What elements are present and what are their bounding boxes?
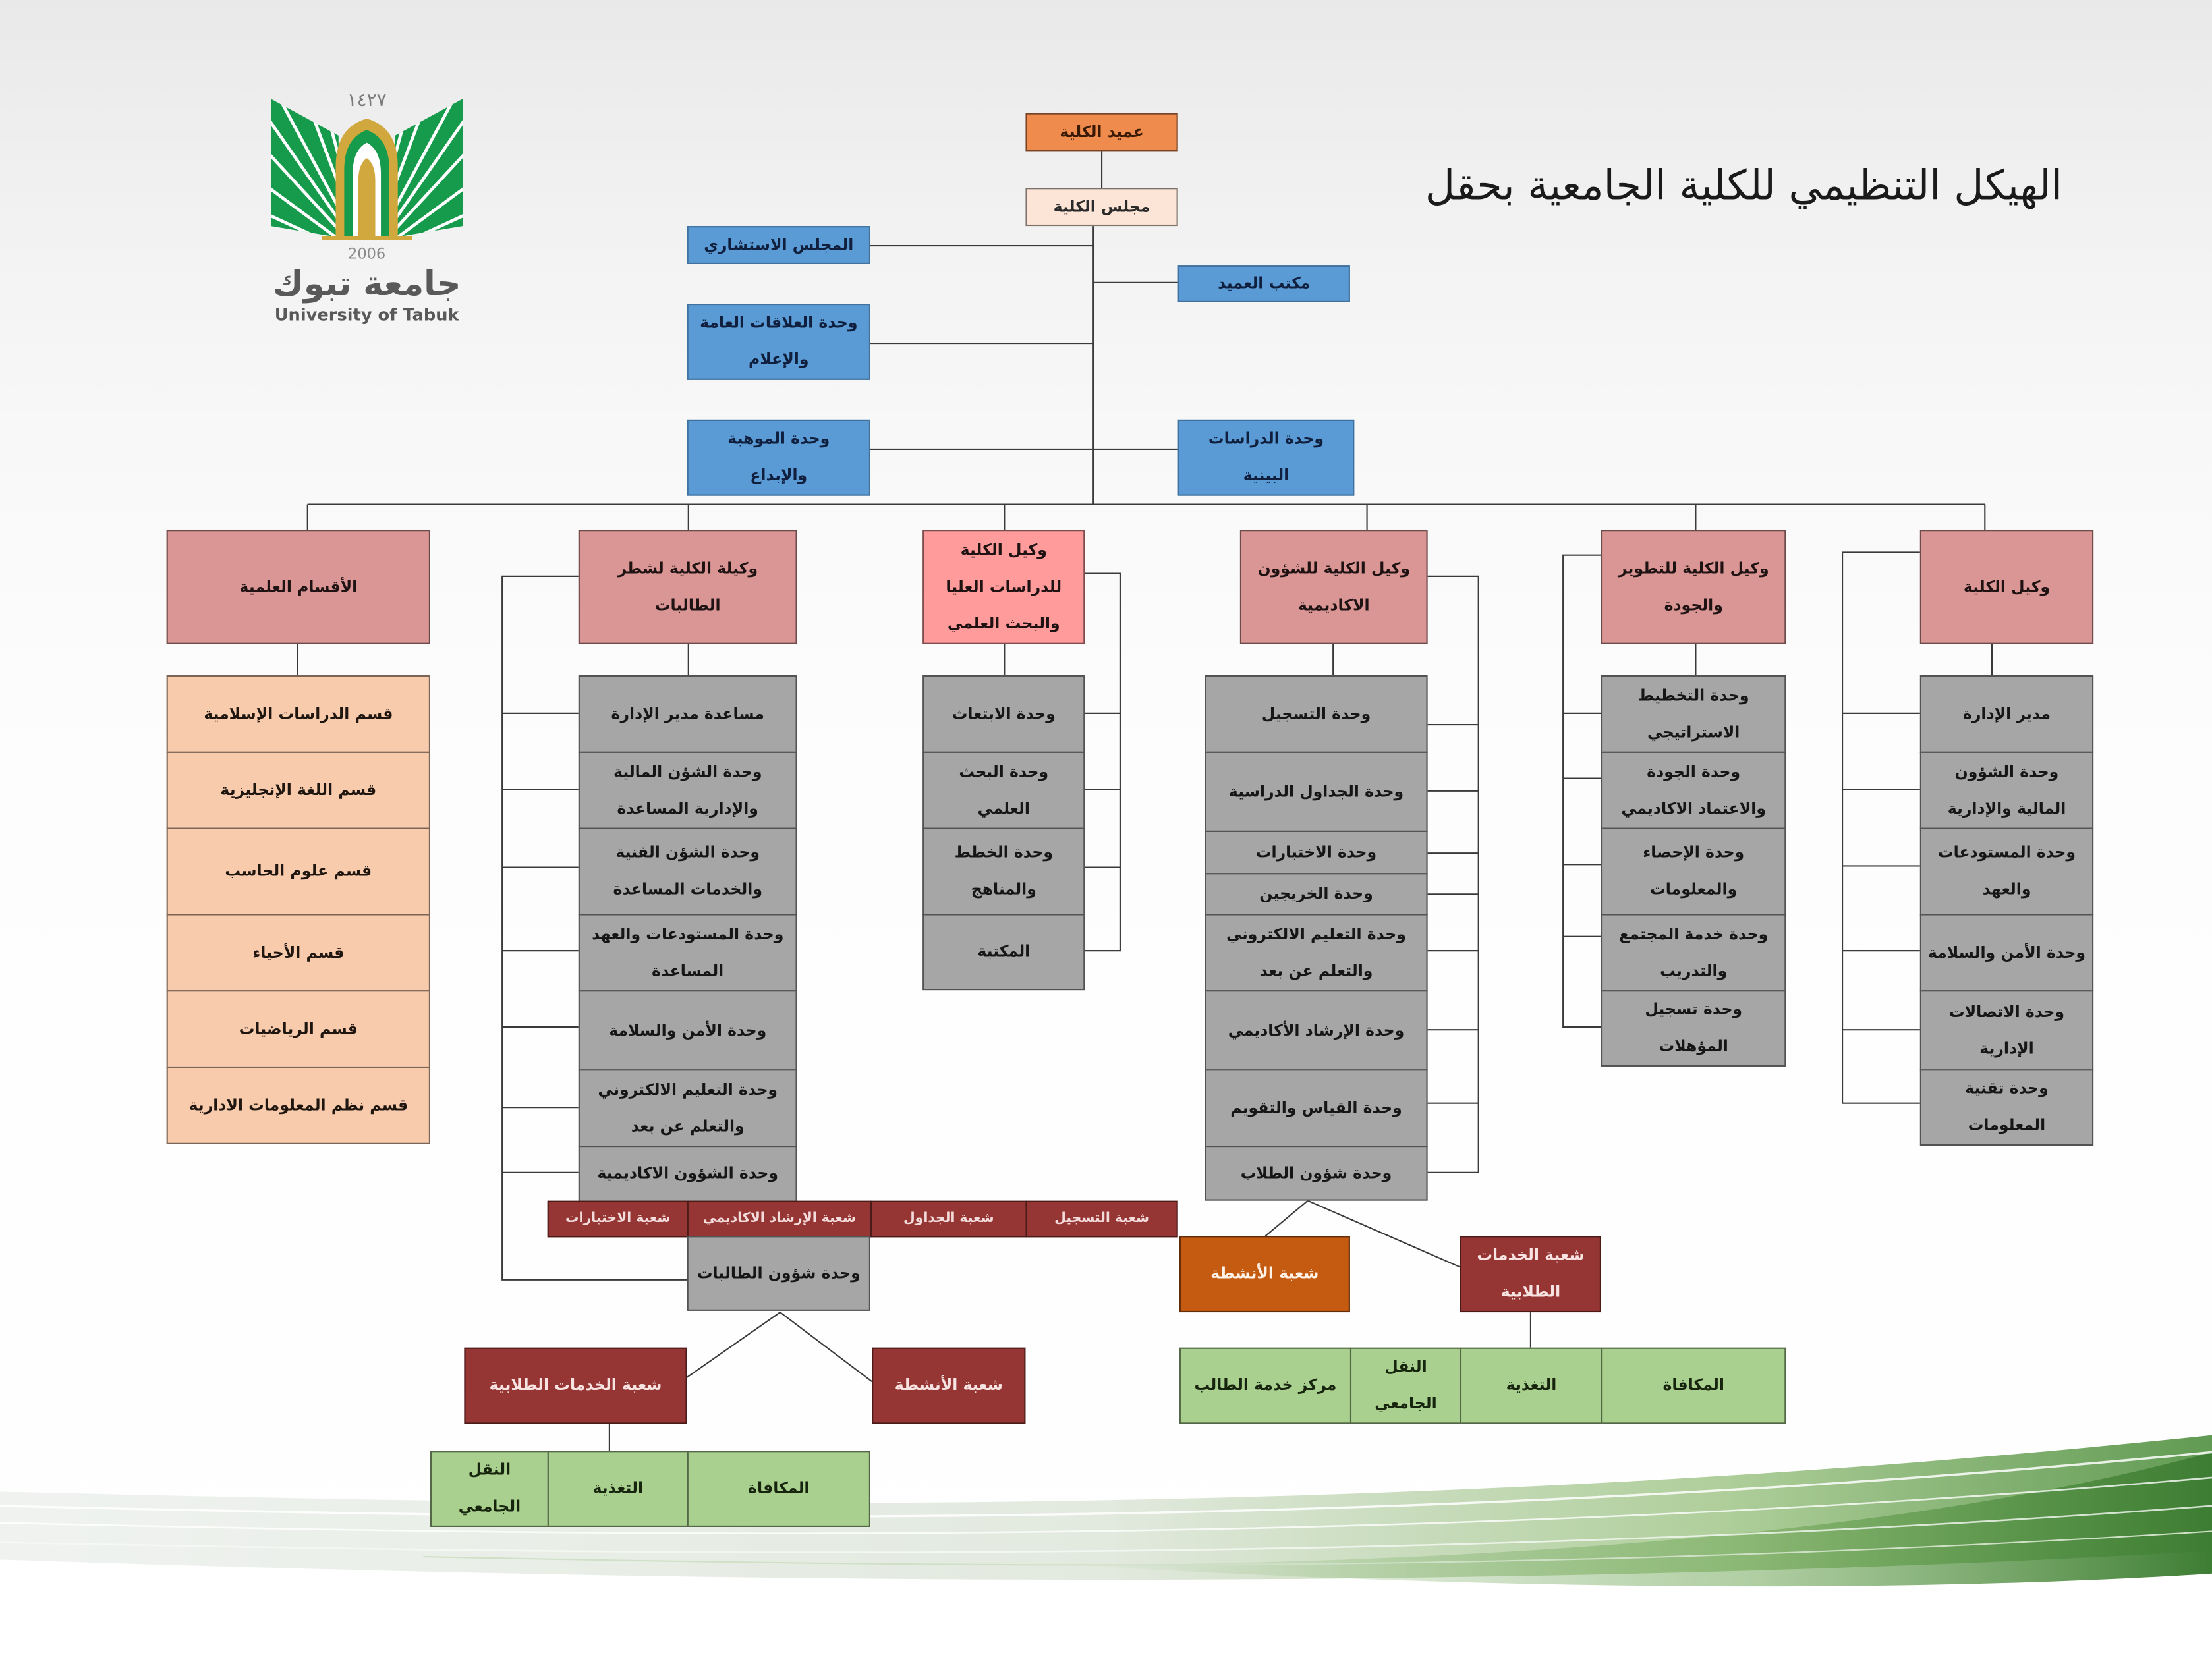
academic-bracket (1428, 576, 1479, 1173)
college-deputy-head: وكيل الكلية (1920, 530, 2093, 644)
academic-service-student-center: مركز خدمة الطالب (1179, 1348, 1351, 1424)
female-branch-unit: وحدة الأمن والسلامة (579, 990, 797, 1070)
female-branch-unit: وحدة الشؤون الاكاديمية (579, 1146, 797, 1202)
department-item: قسم نظم المعلومات الادارية (167, 1067, 430, 1144)
female-activities-division: شعبة الأنشطة (872, 1348, 1025, 1424)
development-unit: وحدة الجودة والاعتماد الاكاديمي (1601, 752, 1786, 829)
advisory-council-box: المجلس الاستشاري (687, 226, 870, 264)
academic-service-reward: المكافاة (1601, 1348, 1786, 1424)
college-council-box: مجلس الكلية (1025, 188, 1177, 226)
female-service-catering: التغذية (548, 1451, 689, 1527)
academic-unit: وحدة التسجيل (1205, 675, 1427, 753)
deputies-bar (308, 505, 1985, 530)
academic-unit: وحدة الجداول الدراسية (1205, 752, 1427, 832)
academic-unit: وحدة الاختبارات (1205, 831, 1427, 874)
graduate-studies-head: وكيل الكلية للدراسات العليا والبحث العلمي (922, 530, 1085, 644)
development-unit: وحدة خدمة المجتمع والتدريب (1601, 914, 1786, 991)
academic-unit: وحدة الإرشاد الأكاديمي (1205, 990, 1427, 1070)
department-item: قسم اللغة الإنجليزية (167, 752, 430, 829)
college-deputy-bracket (1842, 552, 1920, 1103)
university-logo (265, 79, 468, 331)
department-item: قسم علوم الحاسب (167, 828, 430, 916)
development-bracket (1563, 555, 1601, 1027)
female-branch-unit: مساعدة مدير الإدارة (579, 675, 797, 753)
female-branch-unit: وحدة التعليم الالكتروني والتعلم عن بعد (579, 1069, 797, 1147)
development-unit: وحدة الإحصاء والمعلومات (1601, 828, 1786, 916)
development-unit: وحدة تسجيل المؤهلات (1601, 990, 1786, 1067)
development-unit: وحدة التخطيط الاستراتيجي (1601, 675, 1786, 753)
academic-activities-division: شعبة الأنشطة (1179, 1236, 1350, 1312)
graduate-unit: وحدة الابتعاث (922, 675, 1085, 753)
academic-service-catering: التغذية (1460, 1348, 1602, 1424)
top-unit-connectors (870, 246, 1178, 449)
division-academic-advising: شعبة الإرشاد الاكاديمي (687, 1201, 872, 1238)
female-student-affairs-unit: وحدة شؤون الطالبات (687, 1236, 870, 1311)
graduate-unit: وحدة الخطط والمناهج (922, 828, 1085, 916)
dean-box: عميد الكلية (1025, 113, 1177, 152)
female-service-reward: المكافاة (687, 1451, 870, 1527)
logo-hijri-year: ١٤٢٧ (347, 88, 387, 111)
dean-office-box: مكتب العميد (1178, 265, 1350, 302)
female-branch-unit: وحدة الشؤن المالية والإدارية المساعدة (579, 752, 797, 829)
female-service-transport: النقل الجامعي (430, 1451, 549, 1527)
logo-name-ar: جامعة تبوك (272, 264, 461, 304)
division-registration: شعبة التسجيل (1025, 1201, 1177, 1238)
development-quality-head: وكيل الكلية للتطوير والجودة (1601, 530, 1786, 644)
graduate-unit: المكتبة (922, 914, 1085, 990)
academic-unit: وحدة الخريجين (1205, 873, 1427, 915)
department-item: قسم الرياضيات (167, 990, 430, 1068)
academic-student-services-division: شعبة الخدمات الطلابية (1460, 1236, 1601, 1312)
public-relations-unit-box: وحدة العلاقات العامة والإعلام (687, 304, 870, 380)
head-to-column-connectors (298, 644, 1992, 675)
academic-unit: وحدة شؤون الطلاب (1205, 1146, 1427, 1201)
female-branch-head: وكيلة الكلية لشطر الطالبات (579, 530, 797, 644)
female-branch-unit: وحدة المستودعات والعهد المساعدة (579, 914, 797, 991)
department-item: قسم الأحياء (167, 914, 430, 991)
division-schedules: شعبة الجداول (870, 1201, 1027, 1238)
academic-service-transport: النقل الجامعي (1350, 1348, 1461, 1424)
academic-unit: وحدة التعليم الالكتروني والتعلم عن بعد (1205, 914, 1427, 991)
female-student-services-division: شعبة الخدمات الطلابية (464, 1348, 687, 1424)
graduate-unit: وحدة البحث العلمي (922, 752, 1085, 829)
graduate-bracket (1085, 574, 1120, 951)
logo-name-en: University of Tabuk (274, 305, 459, 325)
college-deputy-unit: وحدة الاتصالات الإدارية (1920, 990, 2093, 1070)
academic-unit: وحدة القياس والتقويم (1205, 1069, 1427, 1147)
talent-unit-box: وحدة الموهبة والإبداع (687, 420, 870, 496)
division-exams: شعبة الاختبارات (548, 1201, 689, 1238)
department-item: قسم الدراسات الإسلامية (167, 675, 430, 753)
college-deputy-unit: وحدة الشؤون المالية والإدارية (1920, 752, 2093, 829)
female-branch-unit: وحدة الشؤن الفنية والخدمات المساعدة (579, 828, 797, 916)
college-deputy-unit: مدير الإدارة (1920, 675, 2093, 753)
academic-affairs-head: وكيل الكلية للشؤون الاكاديمية (1240, 530, 1428, 644)
logo-year: 2006 (348, 245, 386, 263)
college-deputy-unit: وحدة المستودعات والعهد (1920, 828, 2093, 916)
interdisciplinary-unit-box: وحدة الدراسات البينية (1178, 420, 1355, 496)
scientific-departments-head: الأقسام العلمية (167, 530, 430, 644)
college-deputy-unit: وحدة تقنية المعلومات (1920, 1069, 2093, 1146)
college-deputy-unit: وحدة الأمن والسلامة (1920, 914, 2093, 991)
page-title: الهيكل التنظيمي للكلية الجامعية بحقل (1425, 161, 2063, 209)
